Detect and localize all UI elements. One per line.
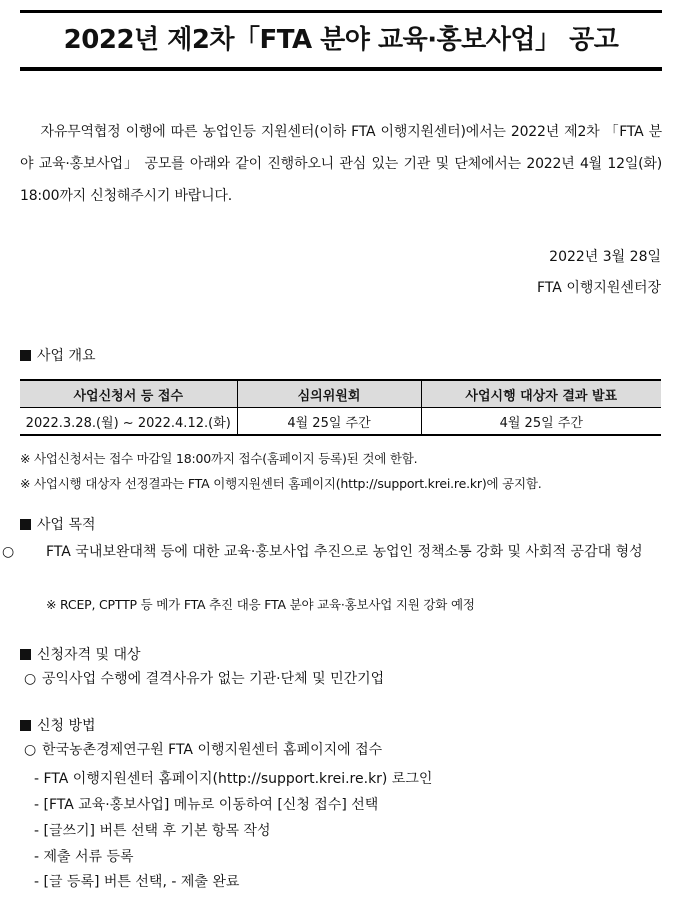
purpose-text: FTA 국내보완대책 등에 대한 교육·홍보사업 추진으로 농업인 정책소통 강화 및 사회적 공감대 형성: [46, 544, 643, 560]
circle-bullet-icon: ○: [2, 544, 15, 560]
announcing-organization: FTA 이행지원센터장: [537, 280, 661, 296]
schedule-table: [20, 379, 661, 436]
table-cell: 2022.3.28.(월) ~ 2022.4.12.(화): [20, 408, 237, 436]
section-purpose-heading: [20, 515, 96, 535]
table-header-cell: 사업시행 대상자 결과 발표: [421, 380, 661, 408]
square-bullet-icon: [20, 720, 31, 731]
purpose-item: [2, 539, 660, 565]
table-header-row: [20, 380, 661, 408]
section-method-heading: [20, 716, 96, 736]
title-top-rule: [20, 10, 662, 13]
method-step: - FTA 이행지원센터 홈페이지(http://support.krei.re.kr) 로그인: [34, 771, 433, 787]
table-cell: 4월 25일 주간: [421, 408, 661, 436]
intro-text: 자유무역협정 이행에 따른 농업인등 지원센터(이하 FTA 이행지원센터)에서는 2022년 제2차 「FTA 분야 교육·홍보사업」 공모를 아래와 같이 진행하오니 관심 있는 기관 및 단체에서는 2022년 4월 12일(화) 18:00까지 신청해주시기 바랍니다.: [20, 124, 662, 204]
announcement-date: 2022년 3월 28일: [549, 249, 661, 265]
section-overview-label: 사업 개요: [37, 348, 96, 364]
intro-paragraph: [20, 116, 662, 212]
circle-bullet-icon: ○: [24, 742, 37, 758]
method-text: 한국농촌경제연구원 FTA 이행지원센터 홈페이지에 접수: [42, 742, 383, 758]
method-step: - 제출 서류 등록: [34, 849, 134, 865]
eligibility-text: 공익사업 수행에 결격사유가 없는 기관·단체 및 민간기업: [42, 671, 385, 687]
table-header-cell: 심의위원회: [237, 380, 421, 408]
section-method-label: 신청 방법: [37, 718, 96, 734]
table-row: [20, 408, 661, 436]
overview-note: ※ 사업신청서는 접수 마감일 18:00까지 접수(홈페이지 등록)된 것에 한함.: [20, 451, 418, 466]
section-eligibility-heading: [20, 645, 141, 665]
section-overview-heading: [20, 346, 96, 366]
method-step: - [FTA 교육·홍보사업] 메뉴로 이동하여 [신청 접수] 선택: [34, 797, 379, 813]
table-header-cell: 사업신청서 등 접수: [20, 380, 237, 408]
table-cell: 4월 25일 주간: [237, 408, 421, 436]
square-bullet-icon: [20, 519, 31, 530]
square-bullet-icon: [20, 350, 31, 361]
overview-note: ※ 사업시행 대상자 선정결과는 FTA 이행지원센터 홈페이지(http://support.krei.re.kr)에 공지함.: [20, 476, 542, 491]
section-eligibility-label: 신청자격 및 대상: [37, 647, 141, 663]
eligibility-item: [24, 666, 384, 692]
purpose-note: ※ RCEP, CPTTP 등 메가 FTA 추진 대응 FTA 분야 교육·홍보사업 지원 강화 예정: [46, 597, 475, 612]
page-title: 2022년 제2차「FTA 분야 교육·홍보사업」 공고: [63, 25, 619, 55]
circle-bullet-icon: ○: [24, 671, 37, 687]
square-bullet-icon: [20, 649, 31, 660]
method-item: [24, 737, 382, 763]
method-step: - [글 등록] 버튼 선택, - 제출 완료: [34, 874, 240, 890]
section-purpose-label: 사업 목적: [37, 517, 96, 533]
title-bottom-rule: [20, 67, 662, 71]
method-step: - [글쓰기] 버튼 선택 후 기본 항목 작성: [34, 823, 271, 839]
